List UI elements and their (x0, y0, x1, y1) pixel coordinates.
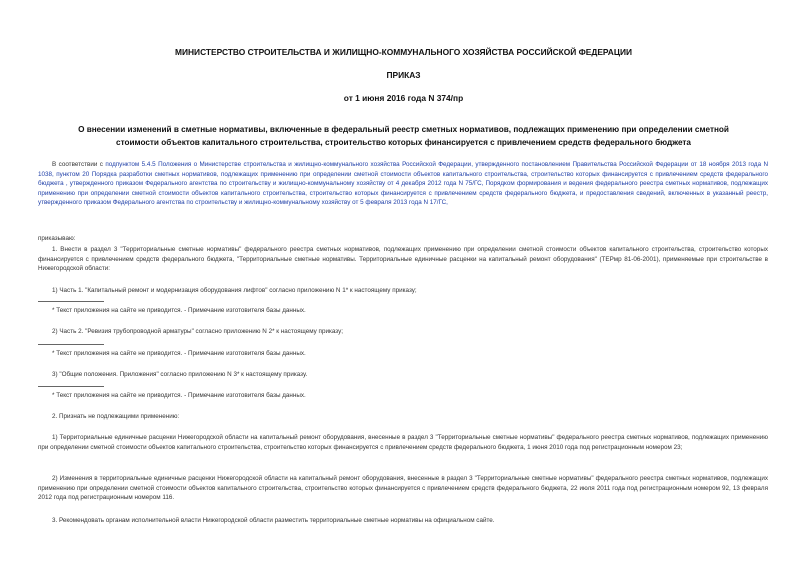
footnote-rule-1 (38, 301, 104, 302)
item-2-sub-1: 1) Территориальные единичные расценки Нижегородской области на капитальный ремонт оборудования, внесенные в раздел 3 "Территориальные сметные нормативы" федерального реестра сметных нормативов, подлежащих применению при определении сметной стоимости объектов капитального строительства, строительство которых финансируется с привлечением средств федерального бюджета, 1 июня 2010 года под регистрационным номером 23; (38, 434, 768, 451)
document-date-number: от 1 июня 2016 года N 374/пр (343, 93, 464, 103)
document-title (40, 123, 767, 149)
item-1-sub-3: 3) "Общие положения. Приложения" согласно приложению N 3* к настоящему приказу. (52, 371, 308, 378)
footnote-1: * Текст приложения на сайте не приводится. - Примечание изготовителя базы данных. (52, 307, 306, 314)
footnote-rule-2 (38, 344, 104, 345)
title-line-2: стоимости объектов капитального строительства, строительство которых финансируется с привлечением средств федерального бюджета (116, 138, 691, 147)
footnote-rule-3 (38, 386, 104, 387)
title-line-1: О внесении изменений в сметные нормативы, включенные в федеральный реестр сметных нормативов, подлежащих применению при определении сметной (78, 125, 729, 134)
footnote-3: * Текст приложения на сайте не приводится. - Примечание изготовителя базы данных. (52, 392, 306, 399)
legal-basis-link[interactable]: подпунктом 5.4.5 Положения о Министерстве строительства и жилищно-коммунального хозяйства Российской Федерации, утвержденного постановлением Правительства Российской Федерации от 18 ноября 2013 года N 1038, пунктом 20 Порядка разработки сметных нормативов, подлежащих применению при определении сметной стоимости объектов капитального строительства, строительство которых финансируется с привлечением средств федерального бюджета , утвержденного приказом Федерального агентства по строительству и жилищно-коммунальному хозяйству от 4 декабря 2012 года N 75/ГС, Порядком формирования и ведения федерального реестра сметных нормативов, подлежащих применению при определении сметной стоимости объектов капитального строительства, строительство которых финансируется с привлечением средств федерального бюджета, и предоставления сведений, включенных в указанный реестр, утвержденного приказом Федерального агентства по строительству и жилищно-коммунальному хозяйству от 5 февраля 2013 года N 17/ГС, (38, 161, 769, 207)
item-2-sub-2: 2) Изменения в территориальные единичные расценки Нижегородской области на капитальный ремонт оборудования, внесенные в раздел 3 "Территориальные сметные нормативы" федерального реестра сметных нормативов, подлежащих применению при определении сметной стоимости объектов капитального строительства, строительство которых финансируется с привлечением средств федерального бюджета, 22 июля 2011 года под регистрационным номером 92, 13 февраля 2012 года под регистрационным номером 116. (38, 475, 768, 502)
item-3: 3. Рекомендовать органам исполнительной власти Нижегородской области разместить территориальные сметные нормативы на официальном сайте. (52, 517, 495, 524)
item-1-sub-2: 2) Часть 2. "Ревизия трубопроводной арматуры" согласно приложению N 2* к настоящему приказу; (52, 328, 344, 335)
order-word: приказываю: (38, 235, 76, 242)
preamble-lead: В соответствии с (52, 161, 106, 168)
preamble (38, 160, 768, 208)
ministry-heading: МИНИСТЕРСТВО СТРОИТЕЛЬСТВА И ЖИЛИЩНО-КОММУНАЛЬНОГО ХОЗЯЙСТВА РОССИЙСКОЙ ФЕДЕРАЦИИ (175, 47, 632, 57)
item-2: 2. Признать не подлежащими применению: (52, 413, 180, 420)
item-1: 1. Внести в раздел 3 "Территориальные сметные нормативы" федерального реестра сметных нормативов, подлежащих применению при определении сметной стоимости объектов капитального строительства, строительство которых финансируется с привлечением средств федерального бюджета, "Территориальные сметные нормативы. Территориальные единичные расценки на капитальный ремонт оборудования" (ТЕРмр 81-06-2001), применяемые при строительстве в Нижегородской области: (38, 246, 768, 273)
document-type: ПРИКАЗ (386, 70, 421, 80)
item-1-sub-1: 1) Часть 1. "Капитальный ремонт и модернизация оборудования лифтов" согласно приложению N 1* к настоящему приказу; (52, 287, 417, 294)
footnote-2: * Текст приложения на сайте не приводится. - Примечание изготовителя базы данных. (52, 350, 306, 357)
